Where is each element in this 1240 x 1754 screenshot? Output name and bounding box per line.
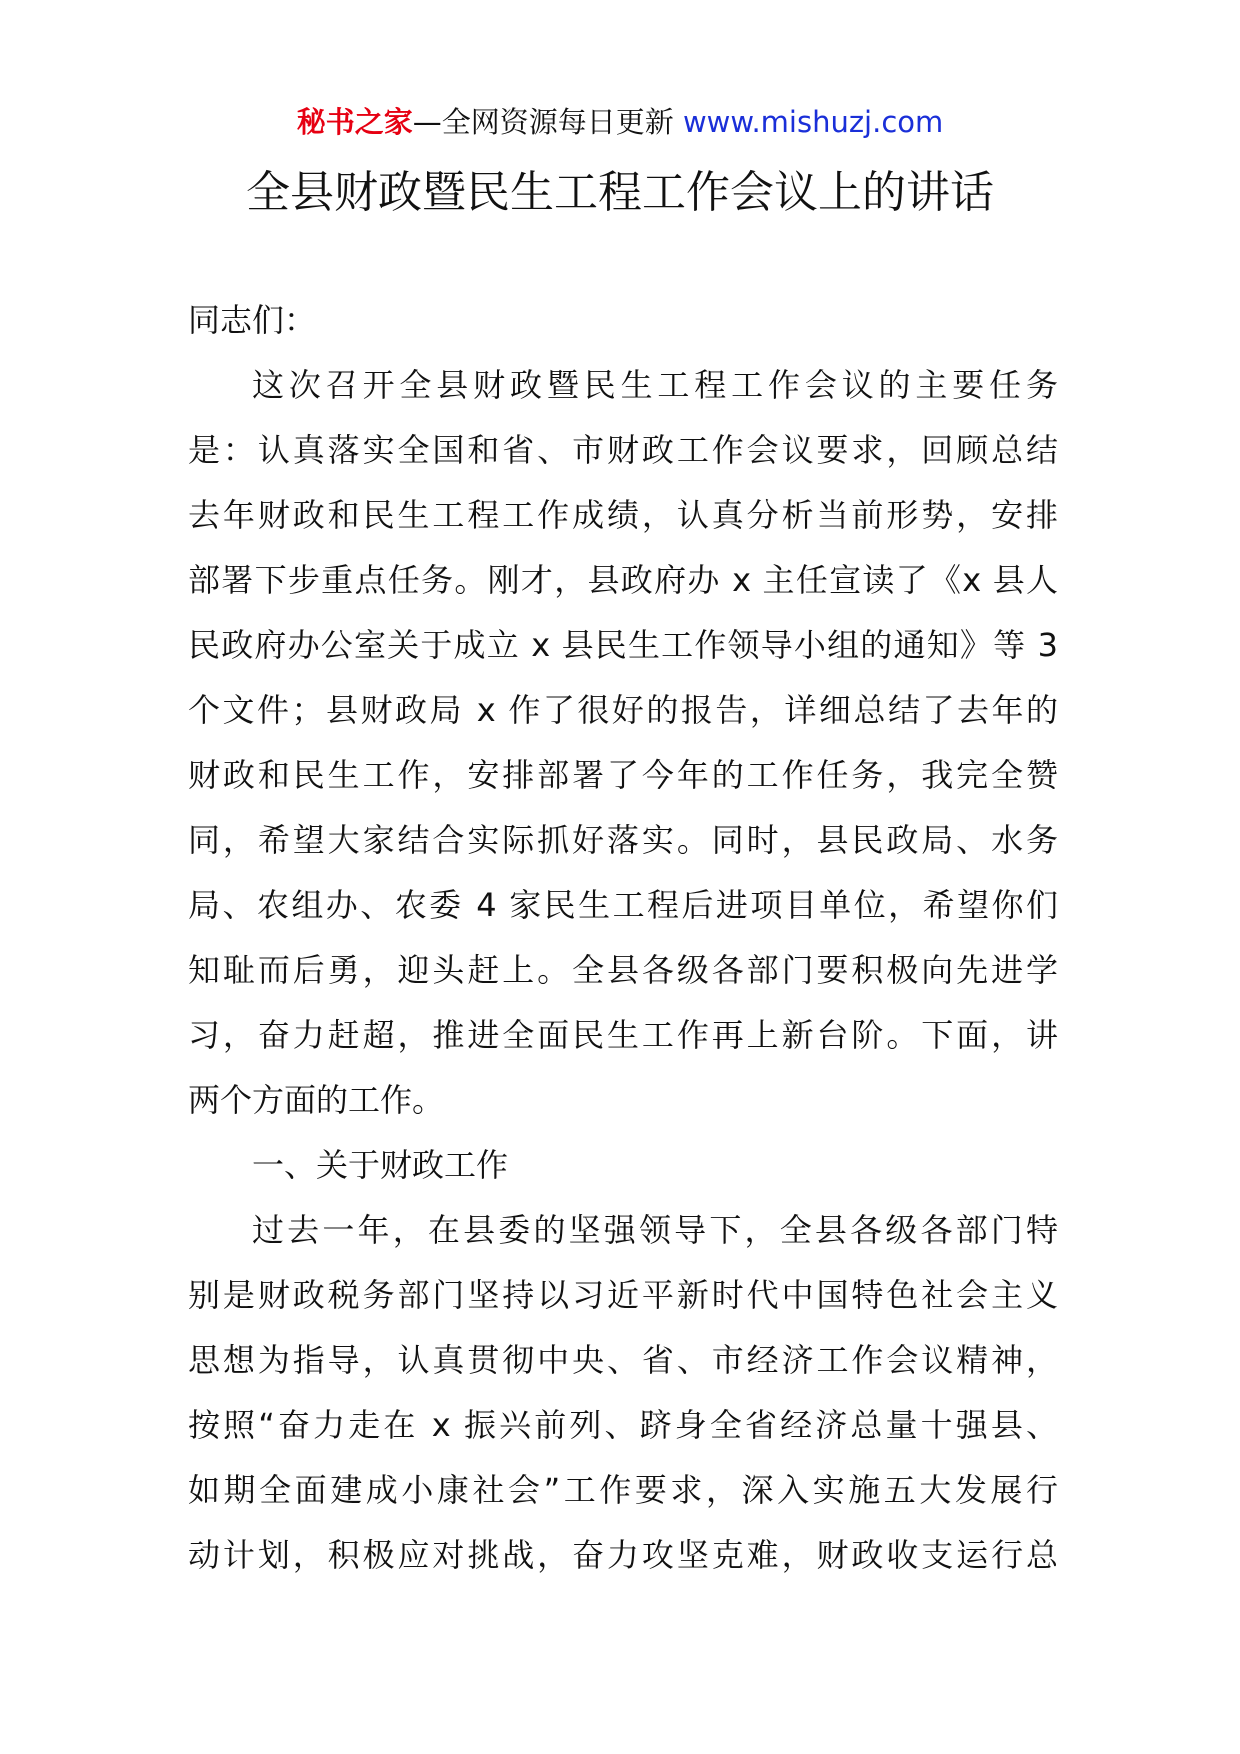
document-title: 全县财政暨民生工程工作会议上的讲话 [246, 167, 994, 218]
paragraph-line: 思想为指导，认真贯彻中央、省、市经济工作会议精神， [188, 1341, 1058, 1379]
paragraph-line: 两个方面的工作。 [188, 1081, 445, 1119]
salutation: 同志们： [188, 301, 317, 339]
paragraph-line: 去年财政和民生工程工作成绩，认真分析当前形势，安排 [188, 496, 1058, 534]
paragraph-line: 如期全面建成小康社会”工作要求，深入实施五大发展行 [188, 1471, 1058, 1509]
section-heading: 一、关于财政工作 [252, 1146, 509, 1184]
paragraph-line: 民政府办公室关于成立 x 县民生工作领导小组的通知》等 3 [188, 626, 1058, 664]
paragraph-line: 是：认真落实全国和省、市财政工作会议要求，回顾总结 [188, 431, 1058, 469]
site-header [0, 100, 1240, 144]
site-url-link[interactable]: www.mishuzj.com [682, 105, 944, 139]
paragraph-line: 这次召开全县财政暨民生工程工作会议的主要任务 [252, 366, 1058, 404]
paragraph-line: 部署下步重点任务。刚才，县政府办 x 主任宣读了《x 县人 [188, 561, 1058, 599]
paragraph-line: 财政和民生工作，安排部署了今年的工作任务，我完全赞 [188, 756, 1058, 794]
paragraph-line: 知耻而后勇，迎头赶上。全县各级各部门要积极向先进学 [188, 951, 1058, 989]
paragraph-line: 个文件；县财政局 x 作了很好的报告，详细总结了去年的 [188, 691, 1058, 729]
header-tagline: —全网资源每日更新 [412, 105, 674, 139]
brand-name: 秘书之家 [296, 105, 413, 139]
paragraph-line: 同，希望大家结合实际抓好落实。同时，县民政局、水务 [188, 821, 1058, 859]
paragraph-line: 动计划，积极应对挑战，奋力攻坚克难，财政收支运行总 [188, 1536, 1058, 1574]
document-body [188, 288, 1058, 1588]
paragraph-line: 过去一年，在县委的坚强领导下，全县各级各部门特 [252, 1211, 1058, 1249]
paragraph-line: 习，奋力赶超，推进全面民生工作再上新台阶。下面，讲 [188, 1016, 1058, 1054]
paragraph-line: 局、农组办、农委 4 家民生工程后进项目单位，希望你们 [188, 886, 1058, 924]
paragraph-line: 别是财政税务部门坚持以习近平新时代中国特色社会主义 [188, 1276, 1058, 1314]
paragraph-line: 按照“奋力走在 x 振兴前列、跻身全省经济总量十强县、 [188, 1406, 1058, 1444]
